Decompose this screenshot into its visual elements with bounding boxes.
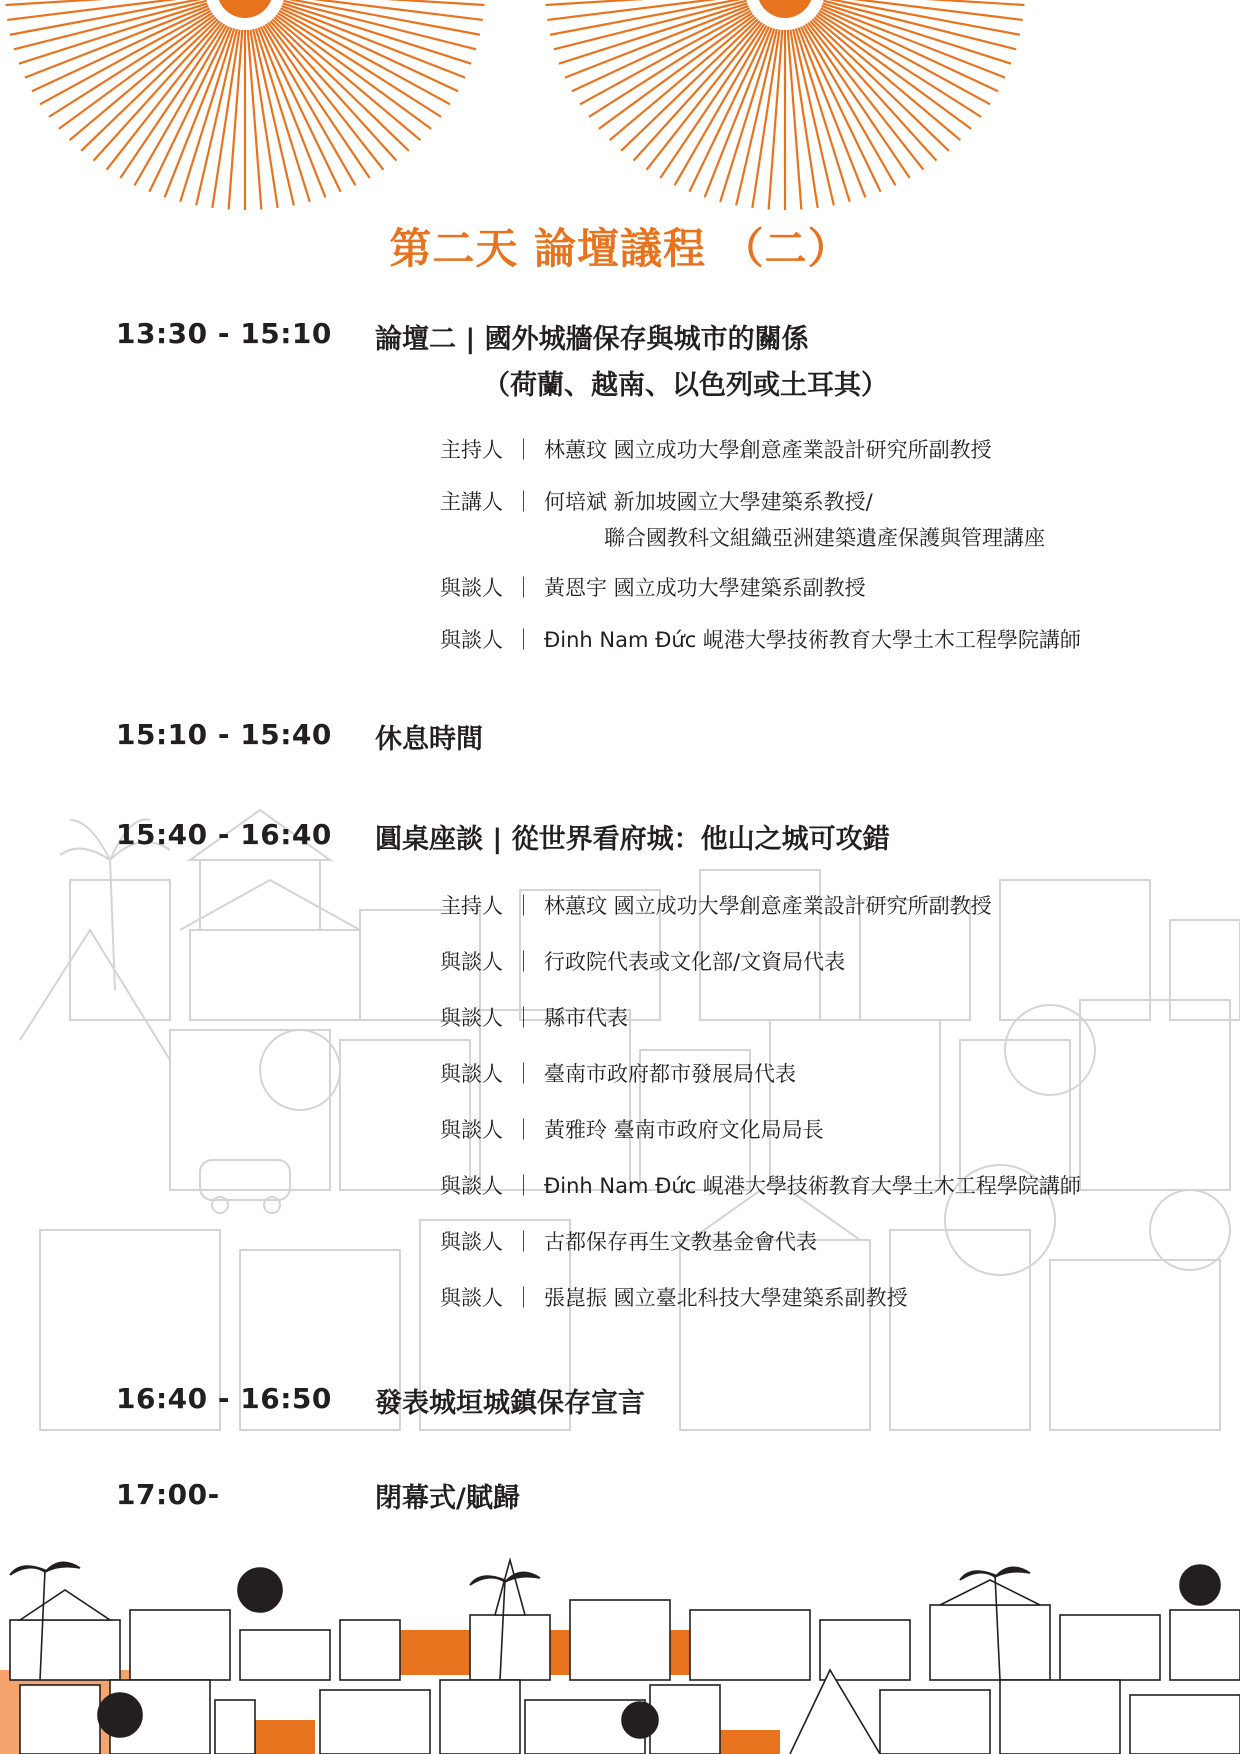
- separator: ｜: [513, 1118, 534, 1142]
- speaker-info: 古都保存再生文教基金會代表: [544, 1230, 817, 1254]
- separator: ｜: [513, 1174, 534, 1198]
- speaker-info: 林蕙玟 國立成功大學創意產業設計研究所副教授: [544, 894, 992, 918]
- speaker-row: [440, 1282, 908, 1312]
- speaker-info: 黃恩宇 國立成功大學建築系副教授: [544, 576, 866, 600]
- speaker-row: [440, 1170, 1081, 1200]
- speaker-role: 主持人: [440, 438, 503, 462]
- separator: ｜: [513, 576, 534, 600]
- speaker-role: 與談人: [440, 950, 503, 974]
- speaker-role: 主持人: [440, 894, 503, 918]
- speaker-info: 張崑振 國立臺北科技大學建築系副教授: [544, 1286, 908, 1310]
- separator: ｜: [513, 1006, 534, 1030]
- separator: ｜: [513, 628, 534, 652]
- speaker-info: 林蕙玟 國立成功大學創意產業設計研究所副教授: [544, 438, 992, 462]
- sunburst: [5, 0, 485, 210]
- speaker-row: [440, 890, 992, 920]
- speaker-role: 與談人: [440, 1286, 503, 1310]
- speaker-role: 與談人: [440, 1174, 503, 1198]
- speaker-role: 與談人: [440, 1118, 503, 1142]
- sunburst-decoration: [0, 0, 1240, 215]
- speaker-role: 與談人: [440, 576, 503, 600]
- page-title: 第二天 論壇議程 （二）: [389, 224, 851, 273]
- bottom-skyline-illustration: [0, 1550, 1240, 1754]
- speaker-info: 黃雅玲 臺南市政府文化局局長: [544, 1118, 824, 1142]
- speaker-role: 與談人: [440, 628, 503, 652]
- session-time: 13:30 - 15:10: [116, 317, 332, 350]
- speaker-row: [440, 1114, 824, 1144]
- separator: ｜: [513, 490, 534, 514]
- speaker-row: [440, 1002, 628, 1032]
- speaker-role: 與談人: [440, 1006, 503, 1030]
- session-time: 15:10 - 15:40: [116, 718, 332, 751]
- speaker-info: Đinh Nam Đức 峴港大學技術教育大學土木工程學院講師: [544, 1174, 1081, 1198]
- separator: ｜: [513, 894, 534, 918]
- speaker-info: Đinh Nam Đức 峴港大學技術教育大學土木工程學院講師: [544, 628, 1081, 652]
- speaker-row: [440, 486, 873, 516]
- session-title: 發表城垣城鎮保存宣言: [375, 1388, 645, 1419]
- sunburst: [545, 0, 1025, 210]
- session-title: 論壇二 | 國外城牆保存與城市的關係: [375, 324, 809, 355]
- speaker-info: 行政院代表或文化部/文資局代表: [544, 950, 846, 974]
- session-title: 休息時間: [375, 724, 483, 755]
- separator: ｜: [513, 438, 534, 462]
- session-time: 15:40 - 16:40: [116, 818, 332, 851]
- separator: ｜: [513, 950, 534, 974]
- session-title: 閉幕式/賦歸: [375, 1483, 520, 1514]
- separator: ｜: [513, 1286, 534, 1310]
- faint-skyline-illustration: [0, 760, 1240, 1560]
- speaker-row: [440, 946, 845, 976]
- session-time: 17:00-: [116, 1478, 220, 1511]
- speaker-row: [440, 434, 992, 464]
- speaker-row: [440, 572, 866, 602]
- speaker-role: 與談人: [440, 1230, 503, 1254]
- speaker-row: [440, 624, 1081, 654]
- session-subtitle: （荷蘭、越南、以色列或土耳其）: [483, 370, 888, 401]
- separator: ｜: [513, 1062, 534, 1086]
- speaker-info-continued: 聯合國教科文組織亞洲建築遺產保護與管理講座: [604, 526, 1045, 550]
- speaker-role: 主講人: [440, 490, 503, 514]
- speaker-info: 何培斌 新加坡國立大學建築系教授/: [544, 490, 873, 514]
- speaker-role: 與談人: [440, 1062, 503, 1086]
- speaker-row: [440, 1226, 817, 1256]
- speaker-info: 臺南市政府都市發展局代表: [544, 1062, 796, 1086]
- session-time: 16:40 - 16:50: [116, 1382, 332, 1415]
- separator: ｜: [513, 1230, 534, 1254]
- session-title: 圓桌座談 | 從世界看府城：他山之城可攻錯: [375, 824, 890, 855]
- speaker-row: [440, 1058, 796, 1088]
- speaker-info: 縣市代表: [544, 1006, 628, 1030]
